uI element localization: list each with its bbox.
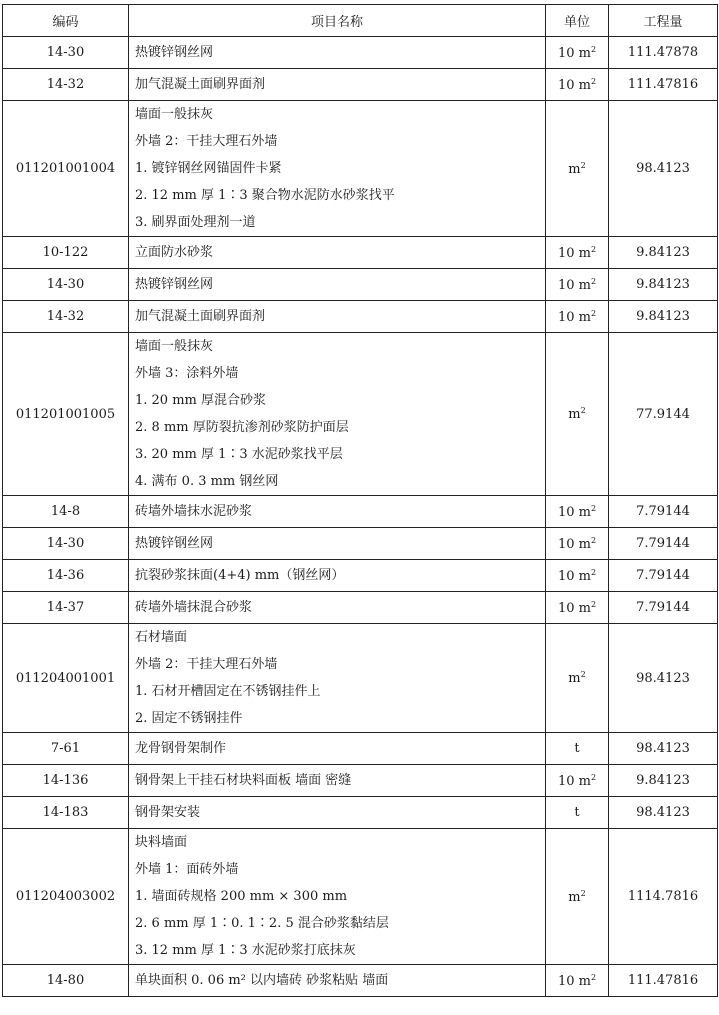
name-line: 单块面积 0. 06 m² 以内墙砖 砂浆粘贴 墙面 bbox=[135, 973, 389, 988]
table-body bbox=[3, 37, 718, 997]
cell-name bbox=[129, 965, 546, 997]
cell-unit bbox=[546, 965, 609, 997]
table-row bbox=[3, 560, 718, 592]
cell-unit bbox=[546, 269, 609, 301]
unit-superscript: 2 bbox=[590, 76, 597, 86]
table-row bbox=[3, 965, 718, 997]
cell-name bbox=[129, 797, 546, 829]
name-line: 3. 12 mm 厚 1∶3 水泥砂浆打底抹灰 bbox=[135, 943, 356, 958]
name-line: 1. 石材开槽固定在不锈钢挂件上 bbox=[135, 684, 321, 699]
cell-code: 14-30 bbox=[3, 528, 129, 560]
cell-amount: 9.84123 bbox=[609, 269, 718, 301]
cell-amount: 9.84123 bbox=[609, 765, 718, 797]
name-line: 3. 刷界面处理剂一道 bbox=[135, 215, 256, 230]
unit-base: 10 m bbox=[557, 973, 591, 989]
cell-name bbox=[129, 496, 546, 528]
cell-amount: 98.4123 bbox=[609, 797, 718, 829]
cell-name bbox=[129, 333, 546, 496]
cell-name bbox=[129, 765, 546, 797]
unit-superscript: 2 bbox=[590, 308, 597, 318]
unit-base: 10 m bbox=[557, 245, 591, 261]
cell-name bbox=[129, 592, 546, 624]
table-row bbox=[3, 69, 718, 101]
name-line: 2. 6 mm 厚 1∶0. 1∶2. 5 混合砂浆黏结层 bbox=[135, 916, 389, 931]
name-line: 立面防水砂浆 bbox=[135, 245, 214, 260]
name-line: 2. 12 mm 厚 1∶3 聚合物水泥防水砂浆找平 bbox=[135, 188, 395, 203]
cell-amount: 111.47878 bbox=[609, 37, 718, 69]
cell-unit bbox=[546, 624, 609, 733]
unit-superscript: 2 bbox=[590, 972, 597, 982]
unit-superscript: 2 bbox=[580, 160, 586, 170]
table-row bbox=[3, 101, 718, 237]
unit-superscript: 2 bbox=[590, 535, 597, 545]
cell-amount: 98.4123 bbox=[609, 101, 718, 237]
name-line: 加气混凝土面刷界面剂 bbox=[135, 309, 266, 324]
quantity-table bbox=[2, 4, 718, 997]
table-row bbox=[3, 496, 718, 528]
cell-name bbox=[129, 269, 546, 301]
unit-base: 10 m bbox=[557, 504, 591, 520]
name-line: 墙面一般抹灰 bbox=[135, 339, 214, 354]
cell-code: 14-36 bbox=[3, 560, 129, 592]
table-row bbox=[3, 765, 718, 797]
unit-superscript: 2 bbox=[590, 503, 597, 513]
name-line: 外墙 1：面砖外墙 bbox=[135, 862, 239, 877]
cell-unit bbox=[546, 797, 609, 829]
unit-superscript: 2 bbox=[590, 276, 597, 286]
unit-base: 10 m bbox=[557, 45, 591, 61]
unit-base: 10 m bbox=[557, 568, 591, 584]
cell-code: 14-8 bbox=[3, 496, 129, 528]
name-line: 热镀锌钢丝网 bbox=[135, 536, 214, 551]
cell-unit bbox=[546, 733, 609, 765]
name-line: 块料墙面 bbox=[135, 835, 188, 850]
unit-base: m bbox=[568, 161, 581, 177]
unit-base: 10 m bbox=[557, 277, 591, 293]
table-row bbox=[3, 829, 718, 965]
name-line: 砖墙外墙抹混合砂浆 bbox=[135, 600, 253, 615]
cell-unit bbox=[546, 829, 609, 965]
cell-amount: 7.79144 bbox=[609, 496, 718, 528]
name-line: 1. 墙面砖规格 200 mm × 300 mm bbox=[135, 889, 348, 904]
unit-superscript: 2 bbox=[590, 772, 597, 782]
header-amount: 工程量 bbox=[609, 5, 718, 37]
unit-base: m bbox=[568, 407, 581, 422]
cell-amount: 111.47816 bbox=[609, 965, 718, 997]
name-line: 石材墙面 bbox=[135, 630, 188, 645]
unit-base: t bbox=[574, 741, 580, 756]
cell-code: 14-183 bbox=[3, 797, 129, 829]
cell-unit bbox=[546, 301, 609, 333]
table-row bbox=[3, 528, 718, 560]
cell-amount: 1114.7816 bbox=[609, 829, 718, 965]
cell-unit bbox=[546, 560, 609, 592]
cell-code: 011201001005 bbox=[3, 333, 129, 496]
table-header bbox=[3, 5, 718, 37]
table-row bbox=[3, 624, 718, 733]
unit-superscript: 2 bbox=[590, 599, 597, 609]
name-line: 龙骨钢骨架制作 bbox=[135, 741, 227, 756]
cell-amount: 7.79144 bbox=[609, 592, 718, 624]
cell-unit bbox=[546, 765, 609, 797]
cell-unit bbox=[546, 592, 609, 624]
unit-base: 10 m bbox=[557, 309, 591, 325]
unit-base: 10 m bbox=[557, 600, 591, 616]
unit-base: m bbox=[568, 671, 581, 686]
table-row bbox=[3, 333, 718, 496]
cell-code: 14-32 bbox=[3, 301, 129, 333]
cell-name bbox=[129, 733, 546, 765]
name-line: 外墙 3：涂料外墙 bbox=[135, 366, 239, 381]
cell-unit bbox=[546, 496, 609, 528]
name-line: 1. 镀锌钢丝网锚固件卡紧 bbox=[135, 161, 282, 176]
name-line: 4. 满布 0. 3 mm 钢丝网 bbox=[135, 474, 279, 489]
unit-superscript: 2 bbox=[580, 406, 586, 415]
cell-code: 14-136 bbox=[3, 765, 129, 797]
cell-code: 14-80 bbox=[3, 965, 129, 997]
cell-name bbox=[129, 624, 546, 733]
cell-unit bbox=[546, 528, 609, 560]
cell-name bbox=[129, 101, 546, 237]
cell-amount: 7.79144 bbox=[609, 560, 718, 592]
cell-amount: 9.84123 bbox=[609, 237, 718, 269]
cell-amount: 9.84123 bbox=[609, 301, 718, 333]
table-row bbox=[3, 797, 718, 829]
cell-code: 7-61 bbox=[3, 733, 129, 765]
cell-amount: 7.79144 bbox=[609, 528, 718, 560]
unit-base: t bbox=[574, 805, 580, 820]
cell-name bbox=[129, 829, 546, 965]
cell-unit bbox=[546, 101, 609, 237]
name-line: 外墙 2：干挂大理石外墙 bbox=[135, 134, 278, 149]
unit-superscript: 2 bbox=[590, 244, 597, 254]
cell-code: 14-30 bbox=[3, 269, 129, 301]
name-line: 1. 20 mm 厚混合砂浆 bbox=[135, 393, 266, 408]
unit-superscript: 2 bbox=[580, 670, 586, 679]
cell-code: 011204001001 bbox=[3, 624, 129, 733]
unit-base: m bbox=[568, 889, 581, 905]
table-row bbox=[3, 592, 718, 624]
name-line: 加气混凝土面刷界面剂 bbox=[135, 77, 266, 92]
table-row bbox=[3, 269, 718, 301]
cell-amount: 98.4123 bbox=[609, 624, 718, 733]
unit-superscript: 2 bbox=[590, 567, 597, 577]
name-line: 抗裂砂浆抹面(4+4) mm（钢丝网） bbox=[135, 568, 345, 583]
unit-superscript: 2 bbox=[590, 44, 597, 54]
name-line: 钢骨架上干挂石材块料面板 墙面 密缝 bbox=[135, 773, 352, 788]
table-row bbox=[3, 733, 718, 765]
name-line: 外墙 2：干挂大理石外墙 bbox=[135, 657, 278, 672]
name-line: 2. 固定不锈钢挂件 bbox=[135, 711, 243, 726]
name-line: 墙面一般抹灰 bbox=[135, 107, 214, 122]
cell-amount: 98.4123 bbox=[609, 733, 718, 765]
header-name: 项目名称 bbox=[129, 5, 546, 37]
cell-code: 14-37 bbox=[3, 592, 129, 624]
header-unit: 单位 bbox=[546, 5, 609, 37]
cell-code: 011201001004 bbox=[3, 101, 129, 237]
cell-name bbox=[129, 237, 546, 269]
cell-code: 14-30 bbox=[3, 37, 129, 69]
unit-base: 10 m bbox=[557, 773, 591, 789]
name-line: 3. 20 mm 厚 1∶3 水泥砂浆找平层 bbox=[135, 447, 343, 462]
cell-unit bbox=[546, 333, 609, 496]
unit-superscript: 2 bbox=[580, 888, 586, 898]
cell-name bbox=[129, 37, 546, 69]
table-row bbox=[3, 237, 718, 269]
table-row bbox=[3, 37, 718, 69]
name-line: 2. 8 mm 厚防裂抗渗剂砂浆防护面层 bbox=[135, 420, 349, 435]
cell-unit bbox=[546, 237, 609, 269]
cell-code: 10-122 bbox=[3, 237, 129, 269]
table-row bbox=[3, 301, 718, 333]
cell-name bbox=[129, 69, 546, 101]
name-line: 钢骨架安装 bbox=[135, 805, 201, 820]
cell-name bbox=[129, 528, 546, 560]
name-line: 热镀锌钢丝网 bbox=[135, 277, 214, 292]
cell-amount: 77.9144 bbox=[609, 333, 718, 496]
header-code: 编码 bbox=[3, 5, 129, 37]
unit-base: 10 m bbox=[557, 536, 591, 552]
name-line: 砖墙外墙抹水泥砂浆 bbox=[135, 504, 253, 519]
unit-base: 10 m bbox=[557, 77, 591, 93]
cell-unit bbox=[546, 37, 609, 69]
cell-code: 011204003002 bbox=[3, 829, 129, 965]
cell-amount: 111.47816 bbox=[609, 69, 718, 101]
cell-name bbox=[129, 301, 546, 333]
cell-name bbox=[129, 560, 546, 592]
name-line: 热镀锌钢丝网 bbox=[135, 45, 214, 60]
cell-unit bbox=[546, 69, 609, 101]
cell-code: 14-32 bbox=[3, 69, 129, 101]
